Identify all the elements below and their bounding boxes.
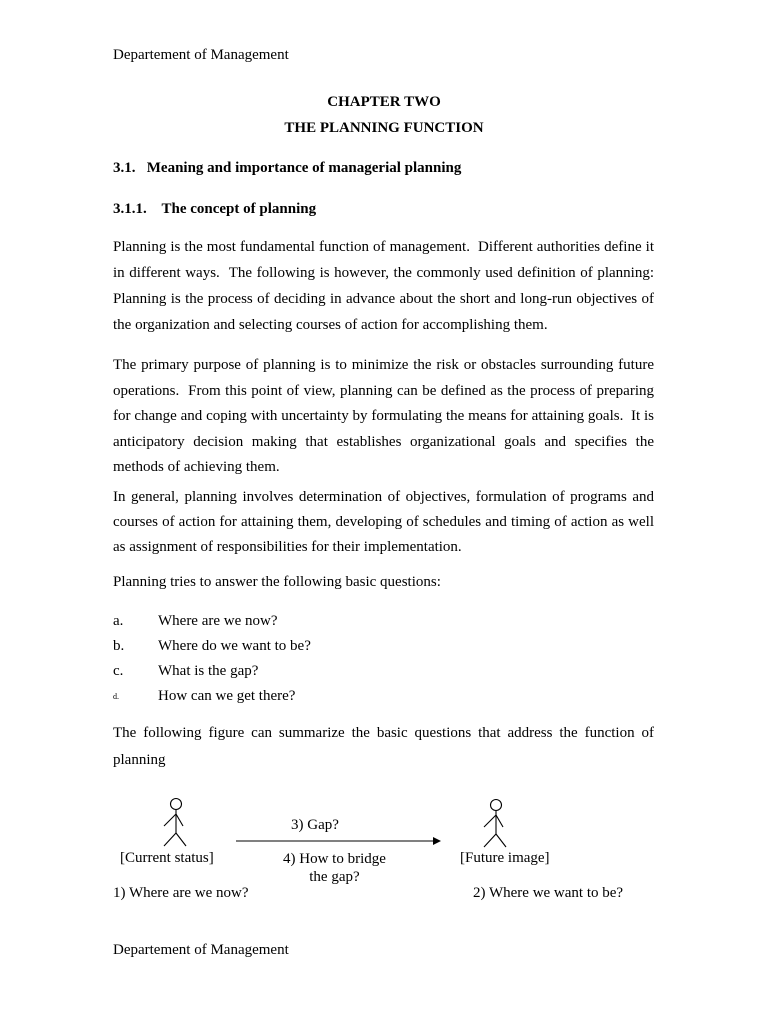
list-marker: c. [113,663,124,679]
list-marker: a. [113,613,124,629]
question-two-label: 2) Where we want to be? [473,885,624,901]
list-text: Where are we now? [158,613,278,629]
gap-label: 3) Gap? [291,817,339,833]
bridge-label-line1: 4) How to bridge [283,851,386,867]
chapter-title: THE PLANNING FUNCTION [284,120,484,136]
section-title: Meaning and importance of managerial planning [146,160,462,176]
paragraph-questions-intro: Planning tries to answer the following basic questions: [113,574,441,590]
questions-list [113,609,654,709]
current-status-figure-icon [161,797,191,849]
list-text: What is the gap? [158,663,259,679]
bridge-label-line2: the gap? [309,869,360,885]
paragraph-figure-intro: The following figure can summarize the basic questions that address the function of planning [113,725,654,768]
list-marker: b. [113,638,125,654]
paragraph-purpose: The primary purpose of planning is to minimize the risk or obstacles surrounding future operations. From this point of view, planning can be defined as the process of preparing for change and coping with uncertainty by formulating the means for attaining goals. It is anticipatory decision making that establishes organizational goals and specifies the methods of achieving them. [113,357,654,475]
paragraph-general: In general, planning involves determination of objectives, formulation of programs and courses of action for attaining them, developing of schedules and timing of action as well as assignment of responsibilities for their implementation. [113,489,654,555]
section-heading [113,160,461,177]
question-one-label: 1) Where are we now? [113,885,249,901]
current-status-label: [Current status] [120,850,214,866]
gap-arrow-icon [236,835,446,847]
list-item [113,634,654,659]
chapter-number: CHAPTER TWO [327,94,441,110]
page-footer: Departement of Management [113,942,289,958]
future-image-label: [Future image] [460,850,550,866]
list-text: How can we get there? [158,688,296,704]
future-image-figure-icon [481,797,511,849]
bridge-label [283,850,386,886]
list-text: Where do we want to be? [158,638,311,654]
list-item [113,684,654,709]
subsection-heading [113,201,316,218]
list-item [113,659,654,684]
paragraph-definition: Planning is the most fundamental function of management. Different authorities define it in different ways. The following is however, the commonly used definition of planning: Planning is the process of deciding in advance about the short and long-run objectives of the organization and selecting courses of action for accomplishing them. [113,239,654,333]
list-marker: d. [113,692,119,701]
page-header: Departement of Management [113,47,289,63]
section-number: 3.1. [113,160,136,176]
subsection-title: The concept of planning [161,201,317,217]
subsection-number: 3.1.1. [113,201,147,217]
list-item [113,609,654,634]
